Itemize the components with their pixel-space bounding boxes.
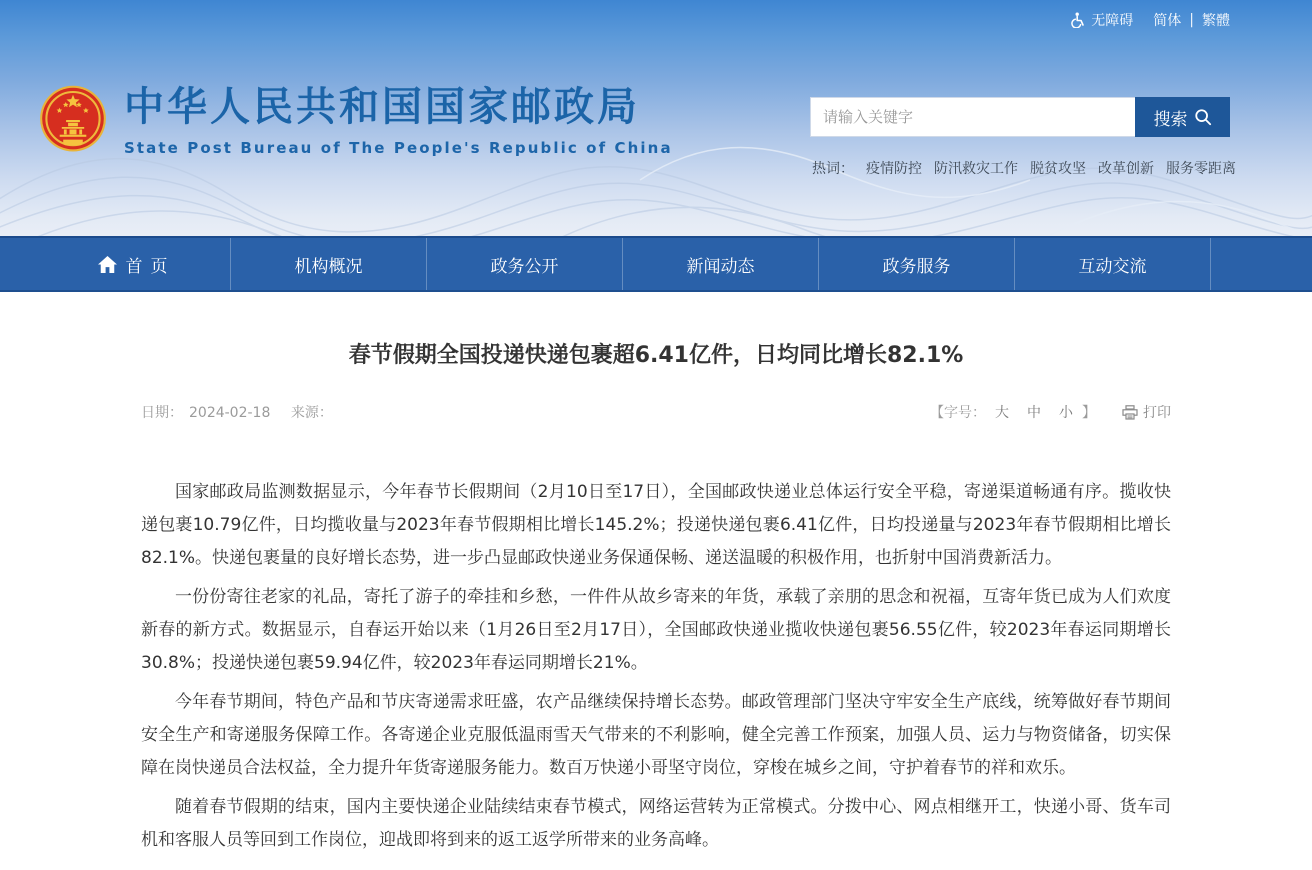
language-divider: |	[1189, 12, 1194, 28]
fontsize-prefix: 【字号：	[930, 405, 986, 421]
nav-item-label: 政务服务	[882, 256, 951, 277]
nav-item-label: 首页	[125, 256, 176, 277]
source-label: 来源：	[290, 405, 333, 421]
article-meta	[141, 402, 1171, 422]
fontsize-medium-button[interactable]: 中	[1027, 405, 1041, 421]
hotword-link[interactable]: 疫情防控	[866, 161, 922, 177]
article-body	[141, 476, 1171, 857]
article-paragraph: 一份份寄往老家的礼品，寄托了游子的牵挂和乡愁，一件件从故乡寄来的年货，承载了亲朋的思念和祝福，互寄年货已成为人们欢度新春的新方式。数据显示，自春运开始以来（1月26日至2月17日），全国邮政快递业揽收快递包裹56.55亿件，较2023年春运同期增长30.8%；投递快递包裹59.94亿件，较2023年春运同期增长21%。	[141, 587, 1171, 673]
nav-item[interactable]	[1015, 238, 1211, 290]
nav-item-label: 机构概况	[294, 256, 363, 277]
accessibility-link[interactable]	[1070, 10, 1133, 30]
nav-item[interactable]	[427, 238, 623, 290]
article-paragraph: 国家邮政局监测数据显示，今年春节长假期间（2月10日至17日），全国邮政快递业总体运行安全平稳，寄递渠道畅通有序。揽收快递包裹10.79亿件，日均揽收量与2023年春节假期相比增长145.2%；投递快递包裹6.41亿件，日均投递量与2023年春节假期相比增长82.1%。快递包裹量的良好增长态势，进一步凸显邮政快递业务保通保畅、递送温暖的积极作用，也折射中国消费新活力。	[141, 482, 1171, 568]
utility-bar	[1070, 10, 1230, 30]
printer-icon	[1122, 405, 1138, 420]
hotwords-bar	[812, 158, 1242, 178]
fontsize-suffix: 】	[1082, 405, 1096, 421]
print-label: 打印	[1143, 405, 1171, 421]
search-button[interactable]	[1135, 97, 1230, 137]
site-title-english: State Post Bureau of The People's Republic of China	[124, 139, 673, 157]
wheelchair-icon	[1070, 12, 1085, 28]
language-switch	[1153, 10, 1230, 30]
article-date: 2024-02-18	[189, 405, 271, 421]
nav-item-label: 政务公开	[490, 256, 559, 277]
hotword-link[interactable]: 改革创新	[1098, 161, 1154, 177]
article-page	[141, 338, 1171, 857]
article-title: 春节假期全国投递快递包裹超6.41亿件，日均同比增长82.1%	[348, 343, 964, 368]
nav-item-home[interactable]	[35, 238, 231, 290]
hotword-link[interactable]: 防汛救灾工作	[934, 161, 1018, 177]
search-input[interactable]	[810, 97, 1135, 137]
search-area	[810, 97, 1230, 137]
article-meta-right	[930, 402, 1171, 422]
nav-item[interactable]	[623, 238, 819, 290]
search-button-label: 搜索	[1153, 109, 1188, 130]
traditional-chinese-link[interactable]: 繁體	[1202, 13, 1230, 29]
hotword-link[interactable]: 服务零距离	[1166, 161, 1236, 177]
nav-item-label: 新闻动态	[686, 256, 755, 277]
print-button[interactable]	[1122, 402, 1171, 422]
national-emblem	[38, 84, 108, 156]
hotword-link[interactable]: 脱贫攻坚	[1030, 161, 1086, 177]
article-paragraph: 随着春节假期的结束，国内主要快递企业陆续结束春节模式，网络运营转为正常模式。分拨中心、网点相继开工，快递小哥、货车司机和客服人员等回到工作岗位，迎战即将到来的返工返学所带来的业务高峰。	[141, 797, 1171, 850]
accessibility-label: 无障碍	[1091, 13, 1134, 29]
brand-text	[124, 84, 673, 157]
main-navigation	[0, 236, 1312, 292]
nav-item[interactable]	[231, 238, 427, 290]
simplified-chinese-link[interactable]: 简体	[1153, 13, 1182, 29]
site-title: 中华人民共和国国家邮政局	[124, 84, 640, 130]
fontsize-small-button[interactable]: 小	[1059, 405, 1073, 421]
site-brand[interactable]	[38, 84, 673, 157]
search-icon	[1194, 108, 1212, 126]
site-header	[0, 0, 1312, 236]
fontsize-large-button[interactable]: 大	[995, 405, 1009, 421]
nav-item[interactable]	[819, 238, 1015, 290]
hotwords-label: 热词：	[812, 161, 854, 177]
article-meta-left	[141, 402, 339, 422]
home-icon	[98, 256, 117, 273]
article-paragraph: 今年春节期间，特色产品和节庆寄递需求旺盛，农产品继续保持增长态势。邮政管理部门坚决守牢安全生产底线，统筹做好春节期间安全生产和寄递服务保障工作。各寄递企业克服低温雨雪天气带来的不利影响，健全完善工作预案，加强人员、运力与物资储备，切实保障在岗快递员合法权益，全力提升年货寄递服务能力。数百万快递小哥坚守岗位，穿梭在城乡之间，守护着春节的祥和欢乐。	[141, 692, 1171, 778]
nav-item-label: 互动交流	[1078, 256, 1147, 277]
date-label: 日期：	[141, 405, 183, 421]
